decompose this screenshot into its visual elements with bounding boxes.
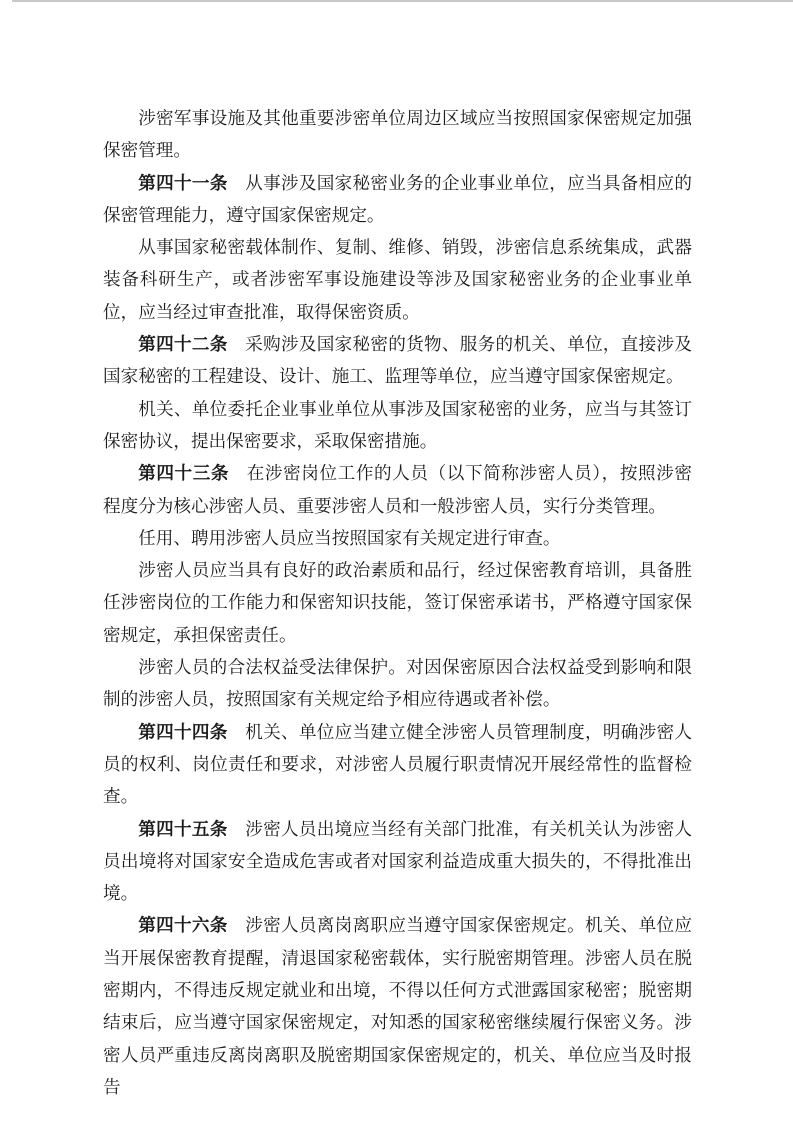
paragraph-text: 涉密人员应当具有良好的政治素质和品行，经过保密教育培训，具备胜任涉密岗位的工作能力和保密知识技能，签订保密承诺书，严格遵守国家保密规定，承担保密责任。 [103, 561, 692, 646]
paragraph-07 [103, 523, 692, 555]
article-number: 第四十五条 [138, 819, 228, 840]
paragraph-06-article-43 [103, 458, 692, 523]
paragraph-text: 在涉密岗位工作的人员（以下简称涉密人员），按照涉密程度分为核心涉密人员、重要涉密人员和一般涉密人员，实行分类管理。 [103, 464, 692, 517]
paragraph-03 [103, 232, 692, 329]
article-number: 第四十三条 [138, 464, 230, 485]
paragraph-text: 从事国家秘密载体制作、复制、维修、销毁，涉密信息系统集成，武器装备科研生产，或者涉密军事设施建设等涉及国家秘密业务的企业事业单位，应当经过审查批准，取得保密资质。 [103, 238, 692, 323]
paragraph-text: 涉密军事设施及其他重要涉密单位周边区域应当按照国家保密规定加强保密管理。 [103, 109, 692, 162]
paragraph-11-article-45 [103, 814, 692, 911]
paragraph-text: 任用、聘用涉密人员应当按照国家有关规定进行审查。 [138, 528, 561, 549]
article-number: 第四十二条 [138, 335, 228, 356]
paragraph-text: 机关、单位应当建立健全涉密人员管理制度，明确涉密人员的权利、岗位责任和要求，对涉密人员履行职责情况开展经常性的监督检查。 [103, 722, 692, 808]
paragraph-02-article-41 [103, 168, 692, 233]
paragraph-text: 涉密人员离岗离职应当遵守国家保密规定。机关、单位应当开展保密教育提醒，清退国家秘密载体，实行脱密期管理。涉密人员在脱密期内，不得违反规定就业和出境，不得以任何方式泄露国家秘密；脱密期结束后，应当遵守国家保密规定，对知悉的国家秘密继续履行保密义务。涉密人员严重违反离岗离职及脱密期国家保密规定的，机关、单位应当及时报告 [103, 916, 692, 1098]
paragraph-04-article-42 [103, 329, 692, 394]
paragraph-05 [103, 394, 692, 459]
paragraph-text: 涉密人员出境应当经有关部门批准，有关机关认为涉密人员出境将对国家安全造成危害或者对国家利益造成重大损失的，不得批准出境。 [103, 819, 692, 905]
page-top-edge-line [12, 0, 793, 2]
paragraph-text: 机关、单位委托企业事业单位从事涉及国家秘密的业务，应当与其签订保密协议，提出保密要求，采取保密措施。 [103, 399, 692, 452]
paragraph-09 [103, 652, 692, 717]
paragraph-01 [103, 103, 692, 168]
paragraph-text: 采购涉及国家秘密的货物、服务的机关、单位，直接涉及国家秘密的工程建设、设计、施工、监理等单位，应当遵守国家保密规定。 [103, 335, 692, 388]
paragraph-10-article-44 [103, 717, 692, 814]
paragraph-text: 涉密人员的合法权益受法律保护。对因保密原因合法权益受到影响和限制的涉密人员，按照国家有关规定给予相应待遇或者补偿。 [103, 658, 692, 711]
article-number: 第四十四条 [138, 722, 228, 743]
paragraph-08 [103, 555, 692, 652]
paragraph-12-article-46 [103, 910, 692, 1104]
article-number: 第四十一条 [138, 173, 228, 194]
paragraph-text: 从事涉及国家秘密业务的企业事业单位，应当具备相应的保密管理能力，遵守国家保密规定。 [103, 173, 692, 226]
article-number: 第四十六条 [138, 916, 228, 937]
document-text-block [103, 103, 692, 1104]
